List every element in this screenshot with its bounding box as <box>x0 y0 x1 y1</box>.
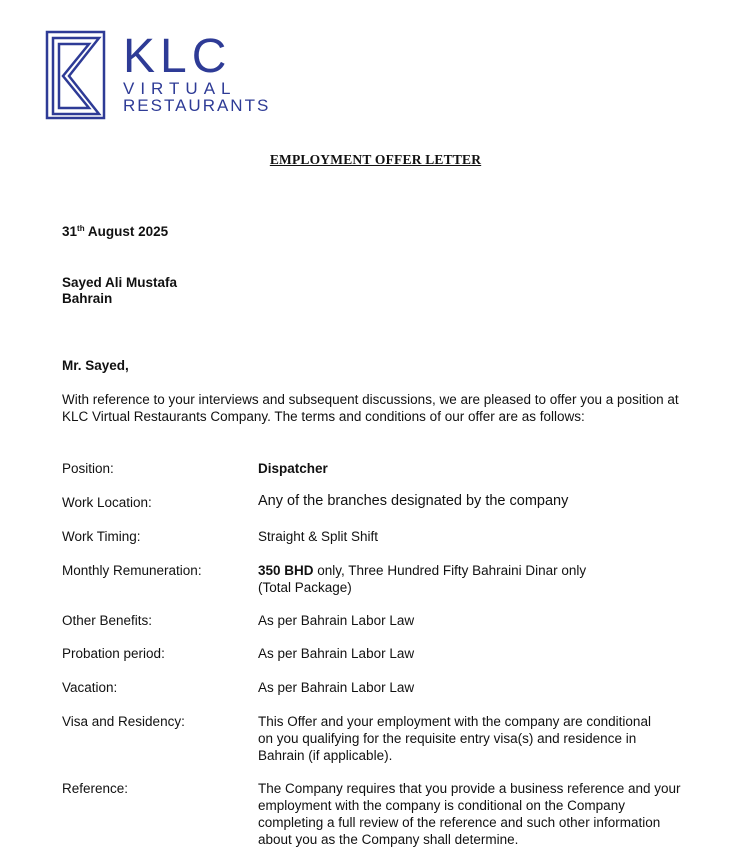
document-title: EMPLOYMENT OFFER LETTER <box>269 152 482 167</box>
letter-date <box>62 224 168 239</box>
date-rest: August 2025 <box>84 224 169 239</box>
logo-klc-text: KLC <box>123 30 232 83</box>
date-day: 31 <box>62 224 78 239</box>
term-label-benefits: Other Benefits: <box>62 613 153 628</box>
klc-k-mark-icon <box>45 30 107 122</box>
term-value-vacation: As per Bahrain Labor Law <box>258 680 415 695</box>
date-suffix: th <box>77 224 85 233</box>
term-label-remuneration: Monthly Remuneration: <box>62 563 202 578</box>
term-label-probation: Probation period: <box>62 646 165 661</box>
term-value-probation: As per Bahrain Labor Law <box>258 646 415 661</box>
logo-wordmark <box>123 30 271 115</box>
logo-restaurants-text: RESTAURANTS <box>123 96 271 115</box>
recipient-address <box>62 275 177 307</box>
term-value-location: Any of the branches designated by the company <box>258 493 569 509</box>
remuneration-amount: 350 BHD <box>258 563 314 578</box>
logo-virtual-text: VIRTUAL <box>123 79 237 98</box>
term-label-visa: Visa and Residency: <box>62 714 185 729</box>
term-value-position: Dispatcher <box>258 461 328 476</box>
term-label-location: Work Location: <box>62 495 152 510</box>
company-logo <box>45 30 271 122</box>
term-label-vacation: Vacation: <box>62 680 118 695</box>
term-value-benefits: As per Bahrain Labor Law <box>258 613 415 628</box>
term-label-position: Position: <box>62 461 114 476</box>
recipient-name: Sayed Ali Mustafa <box>62 275 178 290</box>
remuneration-words: only, Three Hundred Fifty Bahraini Dinar only <box>313 563 587 578</box>
remuneration-note: (Total Package) <box>258 580 352 595</box>
intro-paragraph: With reference to your interviews and subsequent discussions, we are pleased to offer you a position at KLC Virtual Restaurants Company. The terms and conditions of our offer are as follows: <box>62 392 679 424</box>
term-value-reference: The Company requires that you provide a business reference and your employment with the company is conditional on the Company completing a full review of the reference and such other information about you as the Company shall determine. <box>258 781 681 847</box>
term-value-timing: Straight & Split Shift <box>258 529 379 544</box>
salutation: Mr. Sayed, <box>62 358 129 373</box>
recipient-country: Bahrain <box>62 291 113 306</box>
term-label-timing: Work Timing: <box>62 529 141 544</box>
term-value-visa: This Offer and your employment with the company are conditional on you qualifying for the requisite entry visa(s) and residence in Bahrain (if applicable). <box>258 714 651 763</box>
term-label-reference: Reference: <box>62 781 129 796</box>
term-value-remuneration <box>258 562 698 596</box>
